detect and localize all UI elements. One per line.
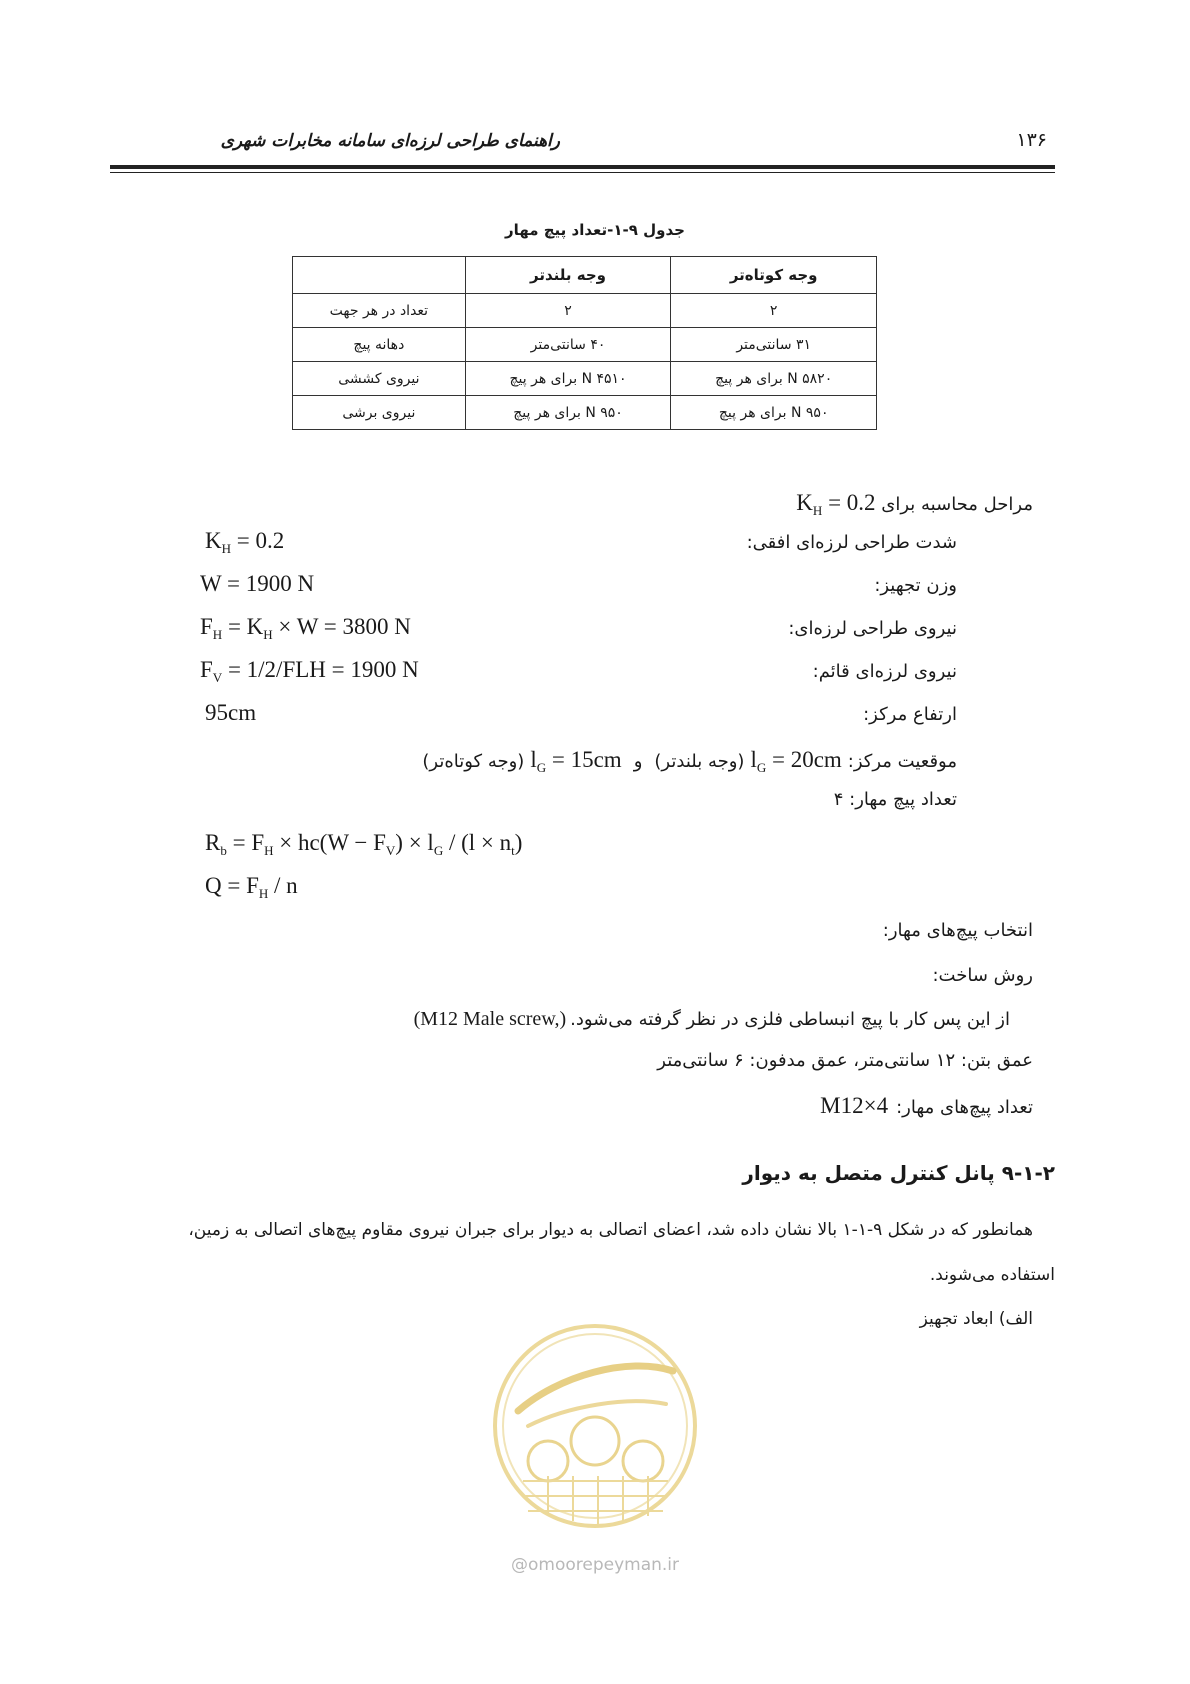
calc-value-kh: $K_H = 0.2$ [205,528,285,556]
table-cell: N ۹۵۰ برای هر پیچ [465,396,671,430]
calc-value-w: W = 1900 N [200,571,315,596]
calc-label: شدت طراحی لرزه‌ای افقی: [746,532,957,553]
center-longer-note: (وجه بلندتر) [654,751,745,772]
formula-rb: $R_b = F_H \times hc(W - F_V) \times l_G / (l \times n_t)$ [205,830,523,858]
header-rule-thin [110,172,1055,173]
table-cell: ۳۱ سانتی‌متر [671,328,877,362]
row-label: دهانه پیچ [293,328,466,362]
calc-value-fh: $F_H = K_H \times W = 3800$ N [200,614,411,642]
center-position-line [422,747,957,776]
calc-label: نیروی طراحی لرزه‌ای: [788,618,957,639]
selection-title: انتخاب پیچ‌های مهار: [882,920,1033,941]
bolt-count-line [820,1093,1033,1119]
calc-label: وزن تجهیز: [874,575,957,596]
bolt-count-value: M12×4 [820,1093,889,1118]
watermark-url: @omoorepeyman.ir [510,1555,680,1575]
paragraph-line: همانطور که در شکل ۹-۱-۱ بالا نشان داده شد، اعضای اتصالی به دیوار برای جبران نیروی مقاوم پیچ‌های اتصالی به زمین، [188,1220,1033,1240]
bolt-note-line [414,1008,1010,1031]
calc-label: ارتفاع مرکز: [863,704,957,725]
table-cell: N ۹۵۰ برای هر پیچ [671,396,877,430]
bolt-count-label: تعداد پیچ‌های مهار: [896,1097,1033,1118]
row-label: نیروی برشی [293,396,466,430]
calc-value-height: 95cm [205,700,257,725]
row-label: تعداد در هر جهت [293,294,466,328]
center-position-label: موقعیت مرکز: [847,751,957,772]
center-shorter-note: (وجه کوتاه‌تر) [422,751,525,772]
table-cell: ۲ [465,294,671,328]
table-cell: ۴۰ سانتی‌متر [465,328,671,362]
table-caption: جدول ۹-۱-تعداد پیچ مهار [505,221,685,239]
calc-label: نیروی لرزه‌ای قائم: [812,661,957,682]
calc-value-fv: $F_V = 1/2/FLH = 1900$ N [200,657,419,685]
table-header-row [293,257,877,294]
column-header: وجه کوتاه‌تر [671,257,877,294]
table-row [293,396,877,430]
anchor-bolt-table [292,256,877,430]
table-row [293,328,877,362]
table-cell: ۲ [671,294,877,328]
section-heading: ۹-۱-۲ پانل کنترل متصل به دیوار [742,1161,1055,1185]
center-longer-math: $l_G = 20cm$ [750,747,842,775]
table-cell: N ۵۸۲۰ برای هر پیچ [671,362,877,396]
calc-intro-text: مراحل محاسبه برای [881,494,1033,515]
embed-depth: عمق بتن: ۱۲ سانتی‌متر، عمق مدفون: ۶ سانتی‌متر [657,1050,1033,1071]
bolt-model: (M12 Male screw,) [413,1008,567,1030]
construction-method: روش ساخت: [932,965,1033,986]
page-number: ۱۳۶ [1016,129,1047,151]
formula-q: $Q = F_H / n$ [205,873,298,901]
running-header-title: راهنمای طراحی لرزه‌ای سامانه مخابرات شهری [220,131,560,151]
center-and: و [633,751,643,772]
watermark-logo [488,1316,703,1551]
header-rule [110,165,1055,169]
table-row [293,362,877,396]
column-header [293,257,466,294]
row-label: نیروی کششی [293,362,466,396]
bolt-count: تعداد پیچ مهار: ۴ [833,789,957,810]
center-shorter-math: $l_G = 15cm$ [530,747,622,775]
subheading: الف) ابعاد تجهیز [919,1309,1033,1329]
table-cell: N ۴۵۱۰ برای هر پیچ [465,362,671,396]
calc-intro [796,490,1033,519]
column-header: وجه بلندتر [465,257,671,294]
table-row [293,294,877,328]
bolt-note: از این پس کار با پیچ انبساطی فلزی در نظر گرفته می‌شود. [570,1009,1010,1030]
calc-intro-math: $K_H = 0.2$ [796,490,876,518]
paragraph-line: استفاده می‌شوند. [929,1265,1055,1285]
